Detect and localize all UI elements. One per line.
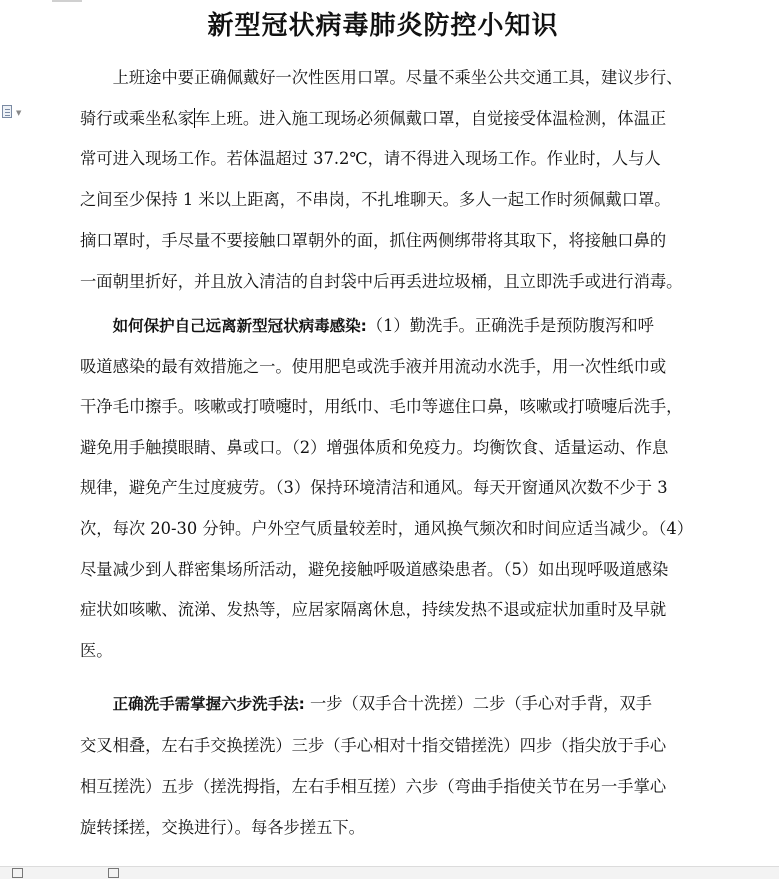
paragraph-line: 避免用手触摸眼睛、鼻或口。（2）增强体质和免疫力。均衡饮食、适量运动、作息 [80, 437, 669, 457]
page-view-icon [12, 868, 23, 878]
document-outline-icon [2, 105, 12, 118]
paragraph-line: 上班途中要正确佩戴好一次性医用口罩。尽量不乘坐公共交通工具，建议步行、 [112, 68, 683, 87]
outline-view-icon [108, 868, 119, 878]
paragraph-line: 一面朝里折好，并且放入清洁的自封袋中后再丢进垃圾桶，且立即洗手或进行消毒。 [80, 271, 683, 291]
paragraph-line: 旋转揉搓，交换进行）。每各步搓五下。 [80, 818, 365, 837]
status-bar [0, 866, 779, 879]
paragraph-line: 医。 [80, 640, 113, 660]
paragraph-prevention [80, 306, 694, 671]
status-item[interactable] [12, 868, 27, 880]
paragraph-line: 干净毛巾擦手。咳嗽或打喷嚏时，用纸巾、毛巾等遮住口鼻，咳嗽或打喷嚏后洗手， [80, 397, 683, 417]
status-item[interactable] [108, 868, 123, 880]
navigation-pane-toggle[interactable] [0, 105, 26, 123]
paragraph-handwashing [80, 683, 686, 848]
paragraph-line: 相互搓洗）五步（搓洗拇指，左右手相互搓）六步（弯曲手指使关节在另一手掌心 [80, 777, 667, 796]
paragraph-line: 次，每次 20-30 分钟。户外空气质量较差时，通风换气频次和时间应适当减少。（4） [80, 518, 694, 538]
chevron-down-icon: ▼ [16, 109, 22, 117]
paragraph-line: 规律，避免产生过度疲劳。（3）保持环境清洁和通风。每天开窗通风次数不少于 3 [80, 478, 668, 498]
paragraph-line: 尽量减少到人群密集场所活动，避免接触呼吸道感染患者。（5）如出现呼吸道感染 [80, 559, 669, 579]
paragraph-line: 骑行或乘坐私家车上班。进入施工现场必须佩戴口罩，自觉接受体温检测，体温正 [80, 108, 667, 128]
paragraph-line: 交叉相叠，左右手交换搓洗）三步（手心相对十指交错搓洗）四步（指尖放于手心 [80, 736, 667, 755]
paragraph-line: 常可进入现场工作。若体温超过 37.2℃，请不得进入现场工作。作业时，人与人 [80, 149, 661, 169]
prevention-heading: 如何保护自己远离新型冠状病毒感染: [112, 317, 367, 335]
paragraph-line: 之间至少保持 1 米以上距离，不串岗，不扎堆聊天。多人一起工作时须佩戴口罩。 [80, 190, 671, 210]
page-edge-rule [52, 0, 82, 2]
paragraph-line: 摘口罩时，手尽量不要接触口罩朝外的面，抓住两侧绑带将其取下，将接触口鼻的 [80, 230, 667, 250]
paragraph-commute-safety [80, 58, 686, 302]
paragraph-line: 正确洗手需掌握六步洗手法: 一步（双手合十洗搓）二步（手心对手背，双手 [112, 694, 652, 713]
paragraph-line: 如何保护自己远离新型冠状病毒感染:（1）勤洗手。正确洗手是预防腹泻和呼 [112, 316, 654, 335]
document-title: 新型冠状病毒肺炎防控小知识 [207, 11, 559, 41]
handwashing-heading: 正确洗手需掌握六步洗手法: [112, 695, 305, 713]
paragraph-line: 吸道感染的最有效措施之一。使用肥皂或洗手液并用流动水洗手，用一次性纸巾或 [80, 356, 667, 376]
paragraph-line: 症状如咳嗽、流涕、发热等，应居家隔离休息，持续发热不退或症状加重时及早就 [80, 600, 667, 620]
